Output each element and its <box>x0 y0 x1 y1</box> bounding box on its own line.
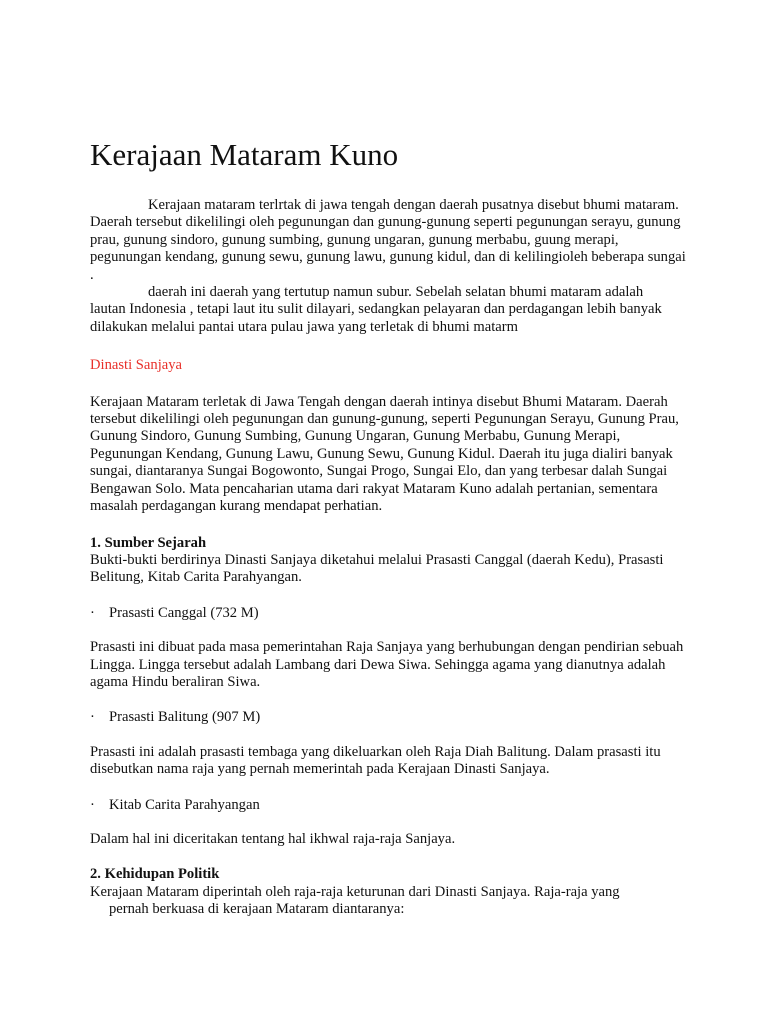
bullet-prasasti-canggal <box>90 605 690 622</box>
heading-sumber-sejarah: 1. Sumber Sejarah <box>90 534 207 551</box>
bullet-label: Kitab Carita Parahyangan <box>109 796 260 813</box>
bullet-dot: · <box>90 604 95 621</box>
dinasti-paragraph: Kerajaan Mataram terletak di Jawa Tengah dengan daerah intinya disebut Bhumi Mataram. Daerah tersebut dikelilingi oleh pegunungan dan gunung-gunung, seperti Pegunungan Serayu, Gunung Prau, Gunung Sindoro, Gunung Sumbing, Gunung Ungaran, Gunung Merbabu, Gunung Merapi, Pegunungan Kendang, Gunung Lawu, Gunung Sewu, Gunung Kidul. Daerah itu juga dialiri banyak sungai, diantaranya Sungai Bogowonto, Sungai Progo, Sungai Elo, dan yang terbesar dalah Sungai Bengawan Solo. Mata pencaharian utama dari rakyat Mataram Kuno adalah pertanian, sementara masalah perdagangan kurang mendapat perhatian. <box>90 393 679 515</box>
document-page <box>90 137 690 919</box>
kitab-paragraph: Dalam hal ini diceritakan tentang hal ikhwal raja-raja Sanjaya. <box>90 830 456 847</box>
sumber-paragraph: Bukti-bukti berdirinya Dinasti Sanjaya diketahui melalui Prasasti Canggal (daerah Kedu), Prasasti Belitung, Kitab Carita Parahyangan. <box>90 551 664 586</box>
section-heading-dinasti-sanjaya: Dinasti Sanjaya <box>90 357 183 374</box>
document-title: Kerajaan Mataram Kuno <box>90 137 399 172</box>
intro-paragraph-2-first-line: daerah ini daerah yang tertutup namun subur. Sebelah selatan bhumi mataram adalah <box>148 284 644 301</box>
bullet-label: Prasasti Canggal (732 M) <box>109 604 259 621</box>
bullet-label: Prasasti Balitung (907 M) <box>109 709 261 726</box>
balitung-paragraph: Prasasti ini adalah prasasti tembaga yang dikeluarkan oleh Raja Diah Balitung. Dalam prasasti itu disebutkan nama raja yang pernah memerintah pada Kerajaan Dinasti Sanjaya. <box>90 743 661 778</box>
intro-paragraph-2-rest: lautan Indonesia , tetapi laut itu sulit dilayari, sedangkan pelayaran dan perdagangan lebih banyak dilakukan melalui pantai utara pulau jawa yang terletak di bhumi matarm <box>90 301 662 335</box>
bullet-dot: · <box>90 796 95 813</box>
bullet-kitab-carita <box>90 797 690 814</box>
politik-paragraph-first-line: Kerajaan Mataram diperintah oleh raja-raja keturunan dari Dinasti Sanjaya. Raja-raja yang <box>90 883 620 900</box>
politik-paragraph-second-line: pernah berkuasa di kerajaan Mataram diantaranya: <box>109 901 405 918</box>
intro-paragraph-1: Kerajaan mataram terlrtak di jawa tengah dengan daerah pusatnya disebut bhumi mataram. Daerah tersebut dikelilingi oleh pegunungan dan gunung-gunung seperti pegunungan serayu, gunung prau, gunung sindoro, gunung sumbing, gunung ungaran, gunung merbabu, guung merapi, pegunungan kendang, gunung sewu, gunung lawu, gunung kidul, dan di kelilingioleh beberapa sungai . <box>90 197 686 283</box>
bullet-dot: · <box>90 709 95 726</box>
bullet-prasasti-balitung <box>90 709 690 726</box>
heading-kehidupan-politik: 2. Kehidupan Politik <box>90 866 220 883</box>
canggal-paragraph: Prasasti ini dibuat pada masa pemerintahan Raja Sanjaya yang berhubungan dengan pendirian sebuah Lingga. Lingga tersebut adalah Lambang dari Dewa Siwa. Sehingga agama yang dianutnya adalah agama Hindu beraliran Siwa. <box>90 639 684 690</box>
